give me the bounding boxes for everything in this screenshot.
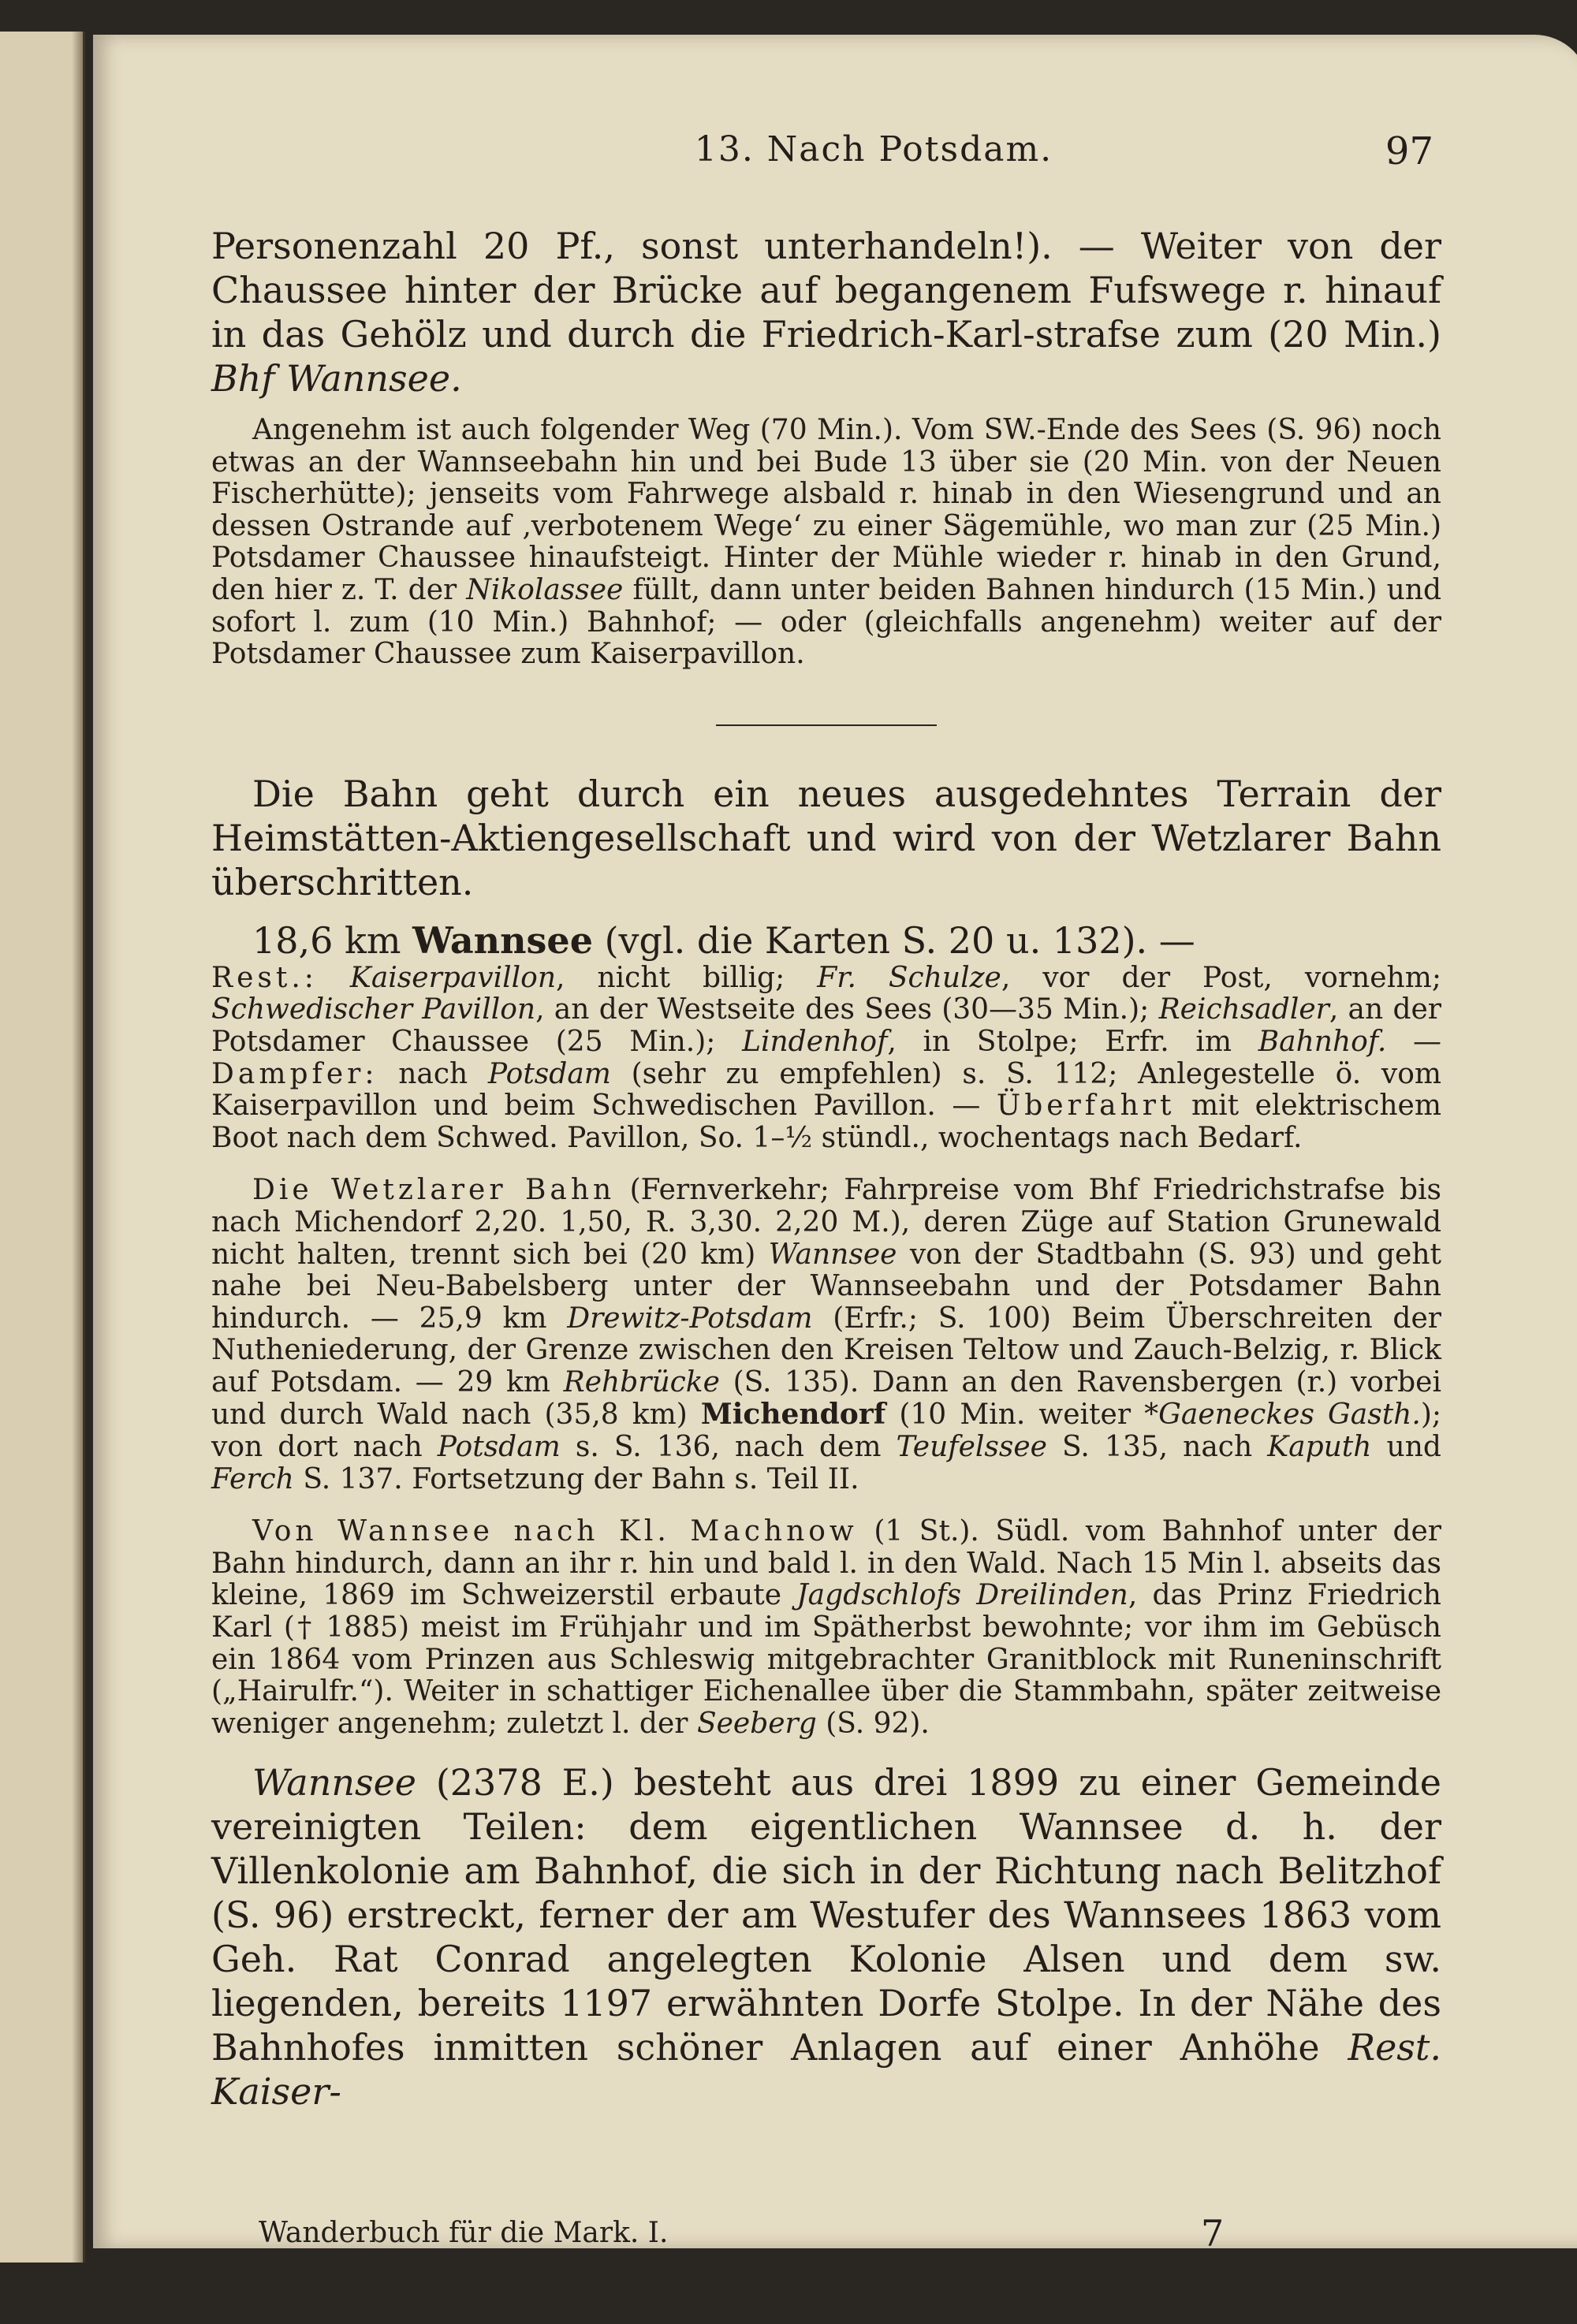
text: nach <box>398 1057 468 1090</box>
chapter-title: 13. Nach Potsdam. <box>694 129 1053 169</box>
label-route: Von Wannsee nach Kl. Machnow <box>252 1515 858 1548</box>
paragraph-wannsee <box>211 1760 1441 2114</box>
text: (1 St.). Südl. vom Bahnhof unter der Bahn hindurch, dann an ihr r. hin und bald l. in den Wald. Nach 15 Min l. abseits das kleine, 1869 im Schweizerstil erbaute <box>211 1515 1442 1612</box>
station-entry <box>211 918 1441 963</box>
note-wetzlarer-bahn <box>211 1175 1441 1495</box>
place-name: Jagdschlofs Dreilinden <box>796 1579 1128 1612</box>
note-kl-machnow <box>211 1516 1441 1740</box>
place-name: Lindenhof <box>742 1025 888 1058</box>
left-page-edge <box>0 32 85 2263</box>
text: (S. 92). <box>826 1707 930 1740</box>
paragraph-text: Personenzahl 20 Pf., sonst unterhandeln!). — Weiter von der Chaussee hinter der Brücke auf begangenem Fufswege r. hinauf in das Gehölz und durch die Friedrich-Karl-strafse zum (20 Min.) <box>211 225 1441 356</box>
text: , das Prinz Friedrich Karl († 1885) meist im Frühjahr und im Spätherbst bewohnte; vor ihm im Gebüsch ein 1864 vom Prinzen aus Schleswig mitgebrachter Granitblock mit Runeninschrift („Hairulfr.“). Weiter in schattiger Eichenallee über die Stammbahn, später zeitweise weniger angenehm; zuletzt l. der <box>211 1579 1441 1740</box>
text: (S. 135). Dann an den Ravensbergen (r.) vorbei und durch Wald nach (35,8 km) <box>211 1365 1441 1432</box>
place-name: Seeberg <box>696 1707 817 1740</box>
place-name: Fr. Schulze <box>817 961 1001 994</box>
place-name: Potsdam <box>487 1057 611 1090</box>
distance: 18,6 km <box>252 918 401 962</box>
text: — <box>1412 1025 1441 1058</box>
label-wetzlarer: Die Wetzlarer Bahn <box>252 1174 616 1207</box>
place-name-bold: Michendorf <box>700 1398 886 1432</box>
text: (Fernverkehr; Fahrpreise vom Bhf Friedrichstrafse bis nach Michendorf 2,20. 1,50, R. 3,30. 2,20 M.), deren Züge auf Station Grunewald nicht halten, trennt sich bei (20 km) <box>211 1174 1441 1271</box>
place-name: Bahnhof. <box>1258 1025 1387 1058</box>
place-name: Teufelssee <box>896 1431 1047 1464</box>
place-name: Bhf Wannsee. <box>211 357 462 400</box>
page-number: 97 <box>1385 129 1433 173</box>
place-name: Potsdam <box>437 1431 561 1464</box>
note-text: Angenehm ist auch folgender Weg (70 Min.). Vom SW.-Ende des Sees (S. 96) noch etwas an der Wannseebahn hin und bei Bude 13 über sie (20 Min. von der Neuen Fischerhütte); jenseits vom Fahrwege alsbald r. hinab in den Wiesengrund und an dessen Ostrande auf ‚verbotenem Wege‘ zu einer Sägemühle, wo man zur (25 Min.) Potsdamer Chaussee hinaufsteigt. Hinter der Mühle wieder r. hinab in den Grund, den hier z. T. der <box>211 414 1441 606</box>
running-header <box>93 129 1577 192</box>
paragraph-continuation <box>211 224 1441 400</box>
place-name: Wannsee <box>768 1238 897 1271</box>
book-page <box>93 35 1577 2255</box>
signature-mark: 7 <box>1201 2212 1225 2255</box>
label-dampfer: Dampfer: <box>211 1057 378 1090</box>
note-alternative-route <box>211 415 1441 671</box>
page-footer <box>259 2212 1426 2264</box>
place-name: Rest. Kaiser- <box>211 2026 1442 2114</box>
place-name: *Gaeneckes Gasth. <box>1144 1398 1421 1432</box>
note-text: füllt, dann unter beiden Bahnen hindurch (15 Min.) und sofort l. zum (10 Min.) Bahnhof; — oder (gleichfalls angenehm) weiter auf der Potsdamer Chaussee zum Kaiserpavillon. <box>211 573 1441 671</box>
text: S. 135, nach <box>1062 1431 1253 1464</box>
place-name: Wannsee <box>252 1761 417 1804</box>
place-name: Nikolassee <box>466 573 624 606</box>
text: von der Stadtbahn (S. 93) und geht nahe bei Neu-Babelsberg unter der Wannseebahn und der Potsdamer Bahn hindurch. — 25,9 km <box>211 1238 1441 1335</box>
label-ueberfahrt: Überfahrt <box>996 1089 1176 1123</box>
label-rest: Rest.: <box>211 961 318 994</box>
text: , vor der Post, vornehm; <box>1001 961 1441 994</box>
station-name: Wannsee <box>412 918 593 962</box>
text: , in Stolpe; Erfr. im <box>887 1025 1232 1058</box>
text: und <box>1386 1431 1441 1464</box>
station-ref: (vgl. die Karten S. 20 u. 132). — <box>604 918 1195 962</box>
place-name: Drewitz-Potsdam <box>567 1302 813 1335</box>
page-body <box>211 224 1441 2114</box>
place-name: Reichsadler <box>1158 993 1329 1026</box>
text: mit elektrischem Boot nach dem Schwed. Pavillon, So. 1–½ stündl., wochentags nach Bedarf. <box>211 1089 1441 1154</box>
text: S. 137. Fortsetzung der Bahn s. Teil II. <box>303 1462 859 1495</box>
place-name: Rehbrücke <box>563 1365 720 1398</box>
place-name: Kaiserpavillon <box>349 961 557 994</box>
text: (sehr zu empfehlen) s. S. 112; Anlegestelle ö. vom Kaiserpavillon und beim Schwedischen Pavillon. — <box>211 1057 1442 1123</box>
book-title: Wanderbuch für die Mark. I. <box>259 2217 669 2249</box>
restaurant-list <box>211 963 1441 1155</box>
text: ); von dort nach <box>211 1398 1441 1464</box>
text: s. S. 136, nach dem <box>575 1431 882 1464</box>
text: (10 Min. weiter <box>899 1398 1131 1432</box>
text: (2378 E.) besteht aus drei 1899 zu einer Gemeinde vereinigten Teilen: dem eigentlichen Wannsee d. h. der Villenkolonie am Bahnhof, die sich in der Richtung nach Belitzhof (S. 96) erstreckt, ferner der am Westufer des Wannsees 1863 vom Geh. Rat Conrad angelegten Kolonie Alsen und dem sw. liegenden, bereits 1197 erwähnten Dorfe Stolpe. In der Nähe des Bahnhofes inmitten schöner Anlagen auf einer Anhöhe <box>211 1761 1442 2069</box>
place-name: Kaputh <box>1267 1431 1372 1464</box>
place-name: Schwedischer Pavillon <box>211 993 536 1026</box>
text: , an der Westseite des Sees (30—35 Min.); <box>535 993 1150 1026</box>
section-divider <box>716 724 937 726</box>
text: , nicht billig; <box>556 961 785 994</box>
paragraph-railway: Die Bahn geht durch ein neues ausgedehntes Terrain der Heimstätten-Aktiengesellschaft und wird von der Wetzlarer Bahn überschritten. <box>211 772 1441 903</box>
text: , an der Potsdamer Chaussee (25 Min.); <box>211 993 1441 1058</box>
book-gutter <box>72 32 83 2263</box>
place-name: Ferch <box>211 1462 294 1495</box>
text: (Erfr.; S. 100) Beim Überschreiten der Nutheniederung, der Grenze zwischen den Kreisen Teltow und Zauch-Belzig, r. Blick auf Potsdam. — 29 km <box>211 1302 1441 1398</box>
